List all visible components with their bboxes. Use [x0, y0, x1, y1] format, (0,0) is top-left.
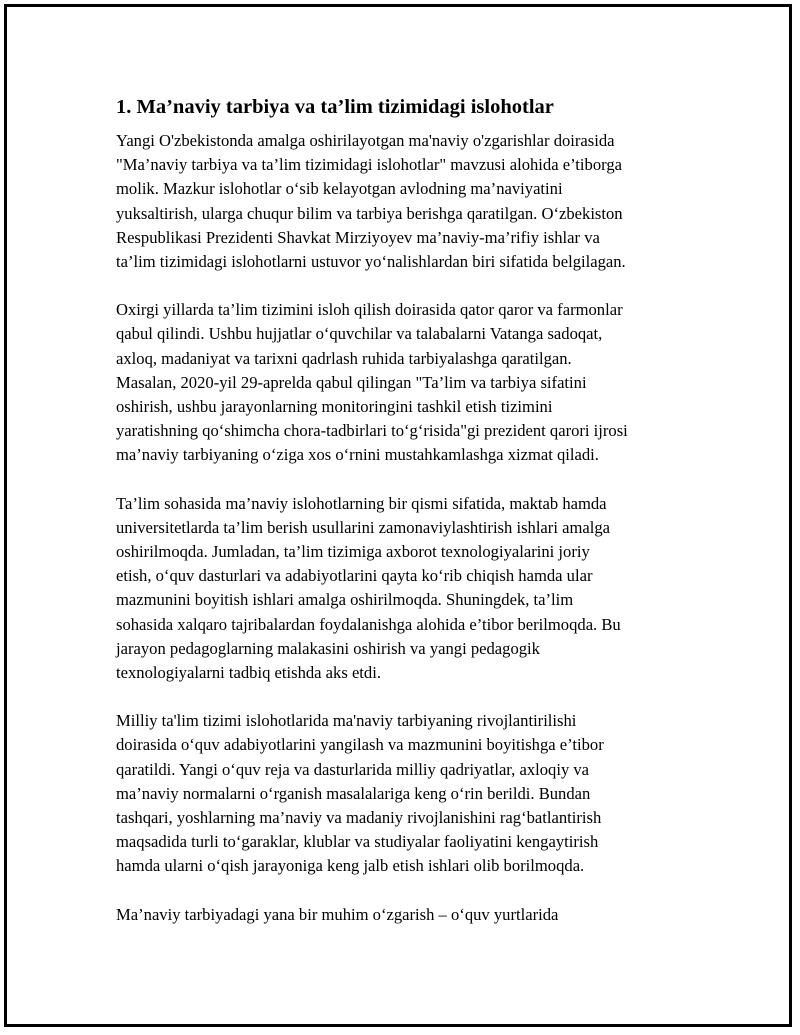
- text-line: Oxirgi yillarda ta’lim tizimini isloh qilish doirasida qator qaror va farmonlar: [116, 300, 623, 320]
- text-line: doirasida o‘quv adabiyotlarini yangilash va mazmunini boyitishga e’tibor: [116, 735, 604, 755]
- text-line: Yangi O'zbekistonda amalga oshirilayotgan ma'naviy o'zgarishlar doirasida: [116, 131, 615, 150]
- text-line: etish, o‘quv dasturlari va adabiyotlarini qayta ko‘rib chiqish hamda ular: [116, 566, 593, 586]
- text-line: Ta’lim sohasida ma’naviy islohotlarning bir qismi sifatida, maktab hamda: [116, 493, 607, 513]
- text-line: hamda ularni o‘qish jarayoniga keng jalb etish ishlari olib borilmoqda.: [116, 856, 585, 876]
- text-line: "Ma’naviy tarbiya va ta’lim tizimidagi islohotlar" mavzusi alohida e’tiborga: [116, 155, 623, 175]
- text-line: mazmunini boyitish ishlari amalga oshirilmoqda. Shuningdek, ta’lim: [116, 590, 574, 610]
- text-line: tashqari, yoshlarning ma’naviy va madaniy rivojlanishini rag‘batlantirish: [116, 808, 602, 828]
- text-line: oshirilmoqda. Jumladan, ta’lim tizimiga axborot texnologiyalarini joriy: [116, 542, 590, 562]
- text-line: yaratishning qo‘shimcha chora-tadbirlari to‘g‘risida"gi prezident qarori ijrosi: [116, 421, 628, 441]
- document-title: 1. Ma’naviy tarbiya va ta’lim tizimidagi islohotlar: [116, 96, 554, 118]
- text-line: yuksaltirish, ularga chuqur bilim va tarbiya berishga qaratilgan. O‘zbekiston: [116, 203, 623, 223]
- text-line: oshirish, ushbu jarayonlarning monitoringini tashkil etish tizimini: [116, 397, 553, 417]
- text-line: Milliy ta'lim tizimi islohotlarida ma'naviy tarbiyaning rivojlantirilishi: [116, 711, 577, 731]
- text-line: jarayon pedagoglarning malakasini oshirish va yangi pedagogik: [116, 638, 540, 658]
- text-line: universitetlarda ta’lim berish usullarini zamonaviylashtirish ishlari amalga: [116, 517, 610, 537]
- paragraph-3: [116, 492, 696, 686]
- text-line: ma’naviy tarbiyaning o‘ziga xos o‘rnini mustahkamlashga xizmat qiladi.: [116, 445, 599, 465]
- paragraph-2: [116, 298, 696, 467]
- paragraph-5: [116, 903, 696, 927]
- paragraph-1: [116, 129, 696, 274]
- text-line: texnologiyalarni tadbiq etishda aks etdi.: [116, 663, 381, 683]
- text-line: ta’lim tizimidagi islohotlarni ustuvor yo‘nalishlardan biri sifatida belgilagan.: [116, 252, 626, 272]
- text-line: Masalan, 2020-yil 29-aprelda qabul qilingan "Ta’lim va tarbiya sifatini: [116, 372, 587, 392]
- paragraph-4: [116, 709, 696, 878]
- text-line: Ma’naviy tarbiyadagi yana bir muhim o‘zgarish – o‘quv yurtlarida: [116, 904, 559, 924]
- text-line: qabul qilindi. Ushbu hujjatlar o‘quvchilar va talabalarni Vatanga sadoqat,: [116, 324, 603, 344]
- text-line: maqsadida turli to‘garaklar, klublar va studiyalar faoliyatini kengaytirish: [116, 832, 599, 852]
- text-line: axloq, madaniyat va tarixni qadrlash ruhida tarbiyalashga qaratilgan.: [116, 348, 572, 368]
- document-body: [116, 93, 696, 951]
- text-line: molik. Mazkur islohotlar o‘sib kelayotgan avlodning ma’naviyatini: [116, 179, 563, 199]
- text-line: sohasida xalqaro tajribalardan foydalanishga alohida e’tibor berilmoqda. Bu: [116, 614, 621, 634]
- text-line: ma’naviy normalarni o‘rganish masalalariga keng o‘rin berildi. Bundan: [116, 783, 591, 803]
- text-line: Respublikasi Prezidenti Shavkat Mirziyoyev ma’naviy-ma’rifiy ishlar va: [116, 227, 600, 247]
- text-line: qaratildi. Yangi o‘quv reja va dasturlarida milliy qadriyatlar, axloqiy va: [116, 759, 590, 779]
